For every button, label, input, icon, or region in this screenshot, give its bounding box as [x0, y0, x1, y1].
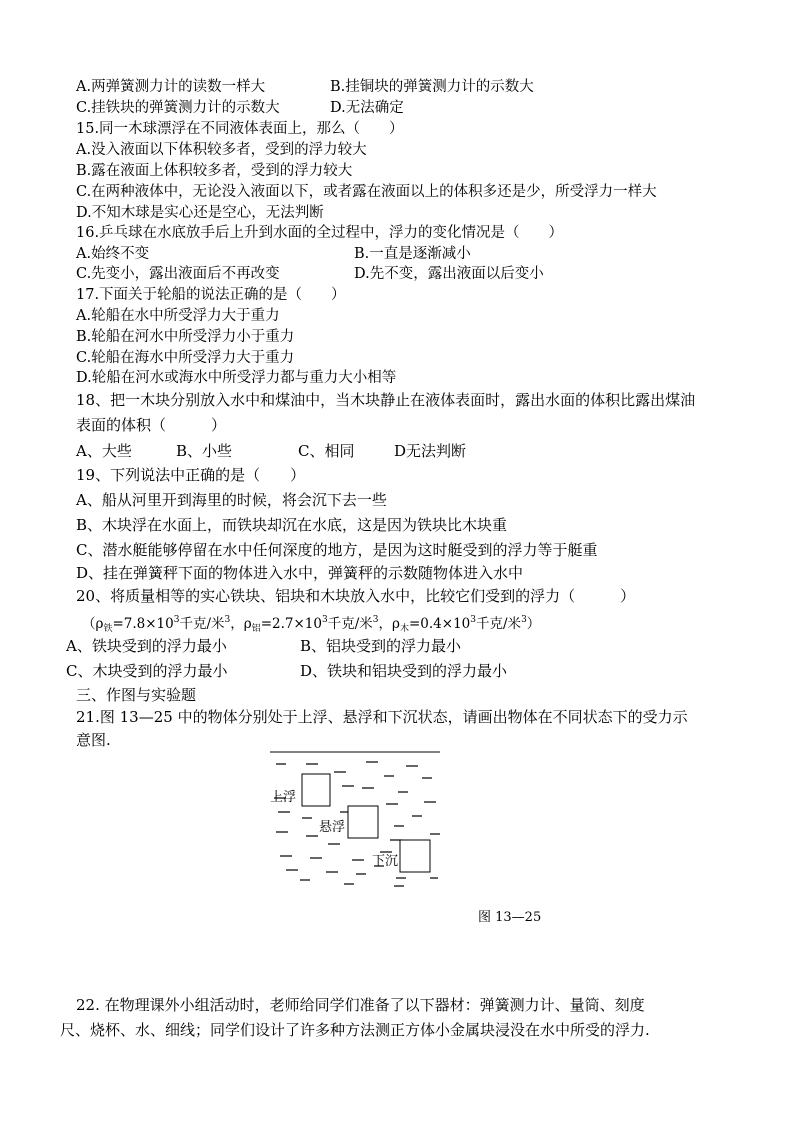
rho-wood-subscript: 木 — [399, 624, 409, 634]
liquid-container-drawing — [266, 746, 566, 926]
label-floating-up: 上浮 — [270, 790, 297, 805]
q17-option-c: C.轮船在海水中所受浮力大于重力 — [76, 350, 295, 366]
q15-stem: 15.同一木球漂浮在不同液体表面上，那么（ ） — [76, 121, 404, 137]
aluminum-density-value: =2.7×10 — [260, 616, 322, 632]
q17-stem: 17.下面关于轮船的说法正确的是（ ） — [76, 287, 346, 303]
q14-option-b: B.挂铜块的弹簧测力计的示数大 — [330, 79, 534, 95]
q22-stem-line2: 尺、烧杯、水、细线；同学们设计了许多种方法测正方体小金属块浸没在水中所受的浮力. — [60, 1021, 650, 1039]
q16-option-a: A.始终不变 — [76, 246, 150, 262]
q19-option-a: A、船从河里开到海里的时候，将会沉下去一些 — [76, 491, 387, 509]
iron-exponent: 3 — [173, 615, 180, 625]
q20-option-d: D、铁块和铝块受到的浮力最小 — [300, 662, 508, 680]
iron-unit-exponent: 3 — [224, 615, 231, 625]
aluminum-density-unit: 千克/米 — [327, 616, 373, 632]
q19-stem: 19、下列说法中正确的是（ ） — [76, 466, 306, 484]
q15-option-d: D.不知木球是实心还是空心，无法判断 — [76, 205, 324, 221]
density-close: ） — [526, 616, 541, 632]
figure-13-25 — [266, 746, 566, 926]
q16-option-c: C.先变小，露出液面后不再改变 — [76, 266, 280, 282]
iron-density-unit: 千克/米 — [179, 616, 225, 632]
q20-stem: 20、将质量相等的实心铁块、铝块和木块放入水中，比较它们受到的浮力（ ） — [76, 587, 636, 605]
q15-option-a: A.没入液面以下体积较多者，受到的浮力较大 — [76, 142, 367, 158]
wood-exponent: 3 — [470, 615, 476, 625]
q17-option-b: B.轮船在河水中所受浮力小于重力 — [76, 329, 295, 345]
object-sinking-box — [400, 840, 430, 872]
section-heading: 三、作图与实验题 — [76, 686, 197, 704]
label-sinking: 下沉 — [372, 854, 399, 869]
q14-option-a: A.两弹簧测力计的读数一样大 — [76, 79, 266, 95]
density-open: （ρ — [82, 616, 104, 632]
wood-unit-exponent: 3 — [521, 615, 527, 625]
aluminum-exponent: 3 — [322, 615, 328, 625]
density-separator-2: ，ρ — [378, 616, 400, 632]
q21-stem-line2: 意图. — [76, 731, 111, 749]
q20-option-c: C、木块受到的浮力最小 — [66, 662, 228, 680]
aluminum-unit-exponent: 3 — [372, 615, 379, 625]
q20-density-line — [82, 610, 540, 639]
q20-option-a: A、铁块受到的浮力最小 — [66, 637, 227, 655]
wood-density-unit: 千克/米 — [476, 616, 522, 632]
figure-caption: 图 13—25 — [478, 910, 542, 925]
wood-density-value: =0.4×10 — [408, 616, 471, 632]
q16-option-b: B.一直是逐渐减小 — [354, 246, 471, 262]
q15-option-c: C.在两种液体中，无论没入液面以下，或者露在液面以上的体积多还是少，所受浮力一样大 — [76, 184, 657, 200]
q18-option-a: A、大些 — [76, 442, 132, 460]
q18-stem-line1: 18、把一木块分别放入水中和煤油中，当木块静止在液体表面时，露出水面的体积比露出煤油 — [76, 391, 696, 409]
q18-option-b: B、小些 — [176, 442, 233, 460]
object-floating-box — [302, 774, 330, 806]
q16-option-d: D.先不变，露出液面以后变小 — [354, 266, 544, 282]
q18-stem-line2: 表面的体积（ ） — [76, 416, 227, 434]
q14-option-d: D.无法确定 — [330, 100, 404, 116]
label-suspended: 悬浮 — [319, 820, 346, 835]
density-separator-1: ，ρ — [230, 616, 252, 632]
q17-option-a: A.轮船在水中所受浮力大于重力 — [76, 308, 280, 324]
q19-option-b: B、木块浮在水面上，而铁块却沉在水底，这是因为铁块比木块重 — [76, 516, 508, 534]
q19-option-d: D、挂在弹簧秤下面的物体进入水中，弹簧秤的示数随物体进入水中 — [76, 564, 524, 582]
q14-option-c: C.挂铁块的弹簧测力计的示数大 — [76, 100, 280, 116]
q16-stem: 16.乒乓球在水底放手后上升到水面的全过程中，浮力的变化情况是（ ） — [76, 225, 564, 241]
rho-iron-subscript: 铁 — [103, 624, 113, 634]
q18-option-d: D无法判断 — [394, 442, 467, 460]
iron-density-value: =7.8×10 — [112, 616, 174, 632]
rho-aluminum-subscript: 铝 — [251, 624, 261, 634]
q22-stem-line1: 22. 在物理课外小组活动时，老师给同学们准备了以下器材：弹簧测力计、量筒、刻度 — [76, 996, 645, 1014]
q17-option-d: D.轮船在河水或海水中所受浮力都与重力大小相等 — [76, 370, 397, 386]
q15-option-b: B.露在液面上体积较多者，受到的浮力较大 — [76, 163, 353, 179]
q21-stem-line1: 21.图 13—25 中的物体分别处于上浮、悬浮和下沉状态，请画出物体在不同状态下的受力示 — [76, 708, 688, 726]
q18-option-c: C、相同 — [298, 442, 355, 460]
object-suspended-box — [348, 806, 378, 838]
q20-option-b: B、铝块受到的浮力最小 — [300, 637, 462, 655]
q19-option-c: C、潜水艇能够停留在水中任何深度的地方，是因为这时艇受到的浮力等于艇重 — [76, 541, 598, 559]
